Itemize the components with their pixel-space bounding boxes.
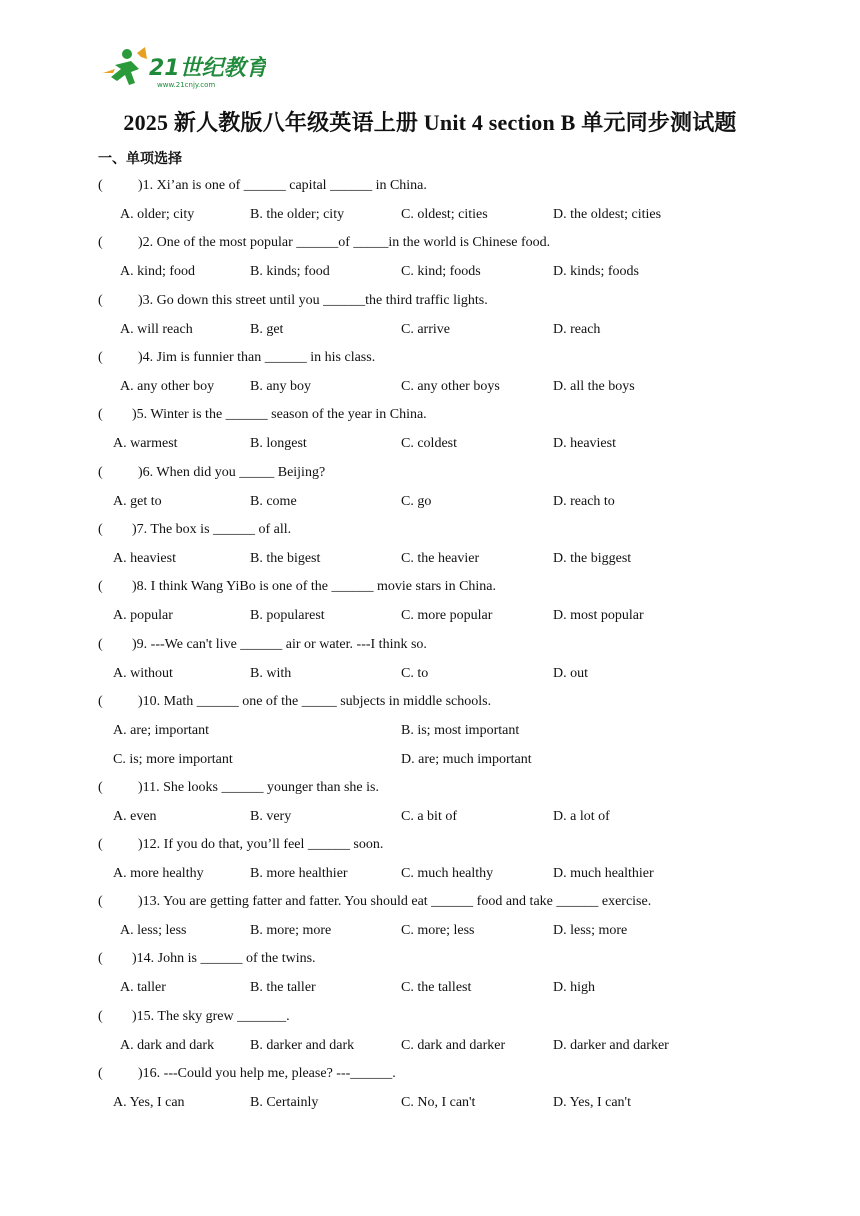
option-c[interactable]: C. coldest <box>401 436 457 451</box>
option-a[interactable]: A. any other boy <box>120 379 215 394</box>
question-13 <box>98 893 798 911</box>
option-d[interactable]: D. darker and darker <box>553 1038 669 1053</box>
answer-blank-open[interactable]: ( <box>98 293 103 308</box>
option-a[interactable]: A. Yes, I can <box>113 1095 185 1110</box>
option-c[interactable]: C. the heavier <box>401 551 480 566</box>
question-text: )3. Go down this street until you ______the third traffic lights. <box>138 293 488 308</box>
question-text: )5. Winter is the ______ season of the year in China. <box>132 407 427 422</box>
option-b[interactable]: B. longest <box>250 436 307 451</box>
option-a[interactable]: A. taller <box>120 980 166 995</box>
answer-blank-open[interactable]: ( <box>98 780 103 795</box>
option-b[interactable]: B. is; most important <box>401 723 520 738</box>
option-c[interactable]: C. more popular <box>401 608 493 623</box>
option-b[interactable]: B. the bigest <box>250 551 321 566</box>
option-d[interactable]: D. the oldest; cities <box>553 207 662 222</box>
option-c[interactable]: C. a bit of <box>401 809 457 824</box>
question-4 <box>98 349 798 367</box>
answer-blank-open[interactable]: ( <box>98 637 103 652</box>
option-c[interactable]: C. to <box>401 666 429 681</box>
option-a[interactable]: A. heaviest <box>113 551 176 566</box>
question-1 <box>98 177 798 195</box>
answer-blank-open[interactable]: ( <box>98 1009 103 1024</box>
option-d[interactable]: D. all the boys <box>553 379 635 394</box>
option-b[interactable]: B. more; more <box>250 923 332 938</box>
logo-text: 21世纪教育 <box>149 56 266 81</box>
option-d[interactable]: D. the biggest <box>553 551 632 566</box>
question-text: )15. The sky grew _______. <box>132 1009 290 1024</box>
question-10 <box>98 693 798 711</box>
option-b[interactable]: B. darker and dark <box>250 1038 355 1053</box>
answer-blank-open[interactable]: ( <box>98 837 103 852</box>
option-a[interactable]: A. will reach <box>120 322 193 337</box>
option-d[interactable]: D. heaviest <box>553 436 616 451</box>
answer-blank-open[interactable]: ( <box>98 694 103 709</box>
option-a[interactable]: A. warmest <box>113 436 178 451</box>
option-d[interactable]: D. much healthier <box>553 866 654 881</box>
question-text: )13. You are getting fatter and fatter. You should eat ______ food and take ______ exercise. <box>138 894 652 909</box>
option-b[interactable]: B. kinds; food <box>250 264 330 279</box>
option-d[interactable]: D. most popular <box>553 608 644 623</box>
option-b[interactable]: B. very <box>250 809 292 824</box>
question-text: )4. Jim is funnier than ______ in his class. <box>138 350 376 365</box>
option-d[interactable]: D. reach to <box>553 494 615 509</box>
option-d[interactable]: D. high <box>553 980 595 995</box>
option-a[interactable]: A. kind; food <box>120 264 196 279</box>
question-text: )8. I think Wang YiBo is one of the ______ movie stars in China. <box>132 579 497 594</box>
option-b[interactable]: B. Certainly <box>250 1095 319 1110</box>
option-a[interactable]: A. older; city <box>120 207 195 222</box>
option-d[interactable]: D. are; much important <box>401 752 532 767</box>
question-2 <box>98 234 798 252</box>
question-text: )7. The box is ______ of all. <box>132 522 292 537</box>
question-8 <box>98 578 798 596</box>
option-a[interactable]: A. get to <box>113 494 162 509</box>
question-text: )14. John is ______ of the twins. <box>132 951 316 966</box>
option-c[interactable]: C. kind; foods <box>401 264 481 279</box>
option-d[interactable]: D. Yes, I can't <box>553 1095 631 1110</box>
option-b[interactable]: B. popularest <box>250 608 325 623</box>
option-c[interactable]: C. go <box>401 494 432 509</box>
option-b[interactable]: B. get <box>250 322 284 337</box>
answer-blank-open[interactable]: ( <box>98 407 103 422</box>
option-c[interactable]: C. more; less <box>401 923 475 938</box>
question-3 <box>98 292 798 310</box>
option-b[interactable]: B. the older; city <box>250 207 345 222</box>
option-b[interactable]: B. with <box>250 666 292 681</box>
option-d[interactable]: D. less; more <box>553 923 628 938</box>
question-text: )11. She looks ______ younger than she is. <box>138 780 379 795</box>
question-text: )12. If you do that, you’ll feel ______ soon. <box>138 837 384 852</box>
answer-blank-open[interactable]: ( <box>98 235 103 250</box>
option-b[interactable]: B. come <box>250 494 297 509</box>
question-text: )16. ---Could you help me, please? ---______. <box>138 1066 396 1081</box>
page-title: 2025 新人教版八年级英语上册 Unit 4 section B 单元同步测试题 <box>123 110 737 135</box>
answer-blank-open[interactable]: ( <box>98 465 103 480</box>
option-c[interactable]: C. is; more important <box>113 752 233 767</box>
option-a[interactable]: A. more healthy <box>113 866 204 881</box>
logo <box>101 45 266 91</box>
question-9 <box>98 636 798 654</box>
option-a[interactable]: A. even <box>113 809 157 824</box>
option-a[interactable]: A. less; less <box>120 923 187 938</box>
option-c[interactable]: C. dark and darker <box>401 1038 506 1053</box>
option-a[interactable]: A. are; important <box>113 723 210 738</box>
option-c[interactable]: C. arrive <box>401 322 450 337</box>
option-a[interactable]: A. popular <box>113 608 173 623</box>
answer-blank-open[interactable]: ( <box>98 894 103 909</box>
question-12 <box>98 836 798 854</box>
option-c[interactable]: C. much healthy <box>401 866 494 881</box>
question-15 <box>98 1008 798 1026</box>
option-a[interactable]: A. without <box>113 666 173 681</box>
answer-blank-open[interactable]: ( <box>98 522 103 537</box>
answer-blank-open[interactable]: ( <box>98 350 103 365</box>
question-11 <box>98 779 798 797</box>
question-text: )9. ---We can't live ______ air or water. ---I think so. <box>132 637 427 652</box>
answer-blank-open[interactable]: ( <box>98 579 103 594</box>
answer-blank-open[interactable]: ( <box>98 951 103 966</box>
question-7 <box>98 521 798 539</box>
option-c[interactable]: C. oldest; cities <box>401 207 488 222</box>
question-text: )2. One of the most popular ______of _____in the world is Chinese food. <box>138 235 551 250</box>
question-text: )10. Math ______ one of the _____ subjects in middle schools. <box>138 694 492 709</box>
answer-blank-open[interactable]: ( <box>98 1066 103 1081</box>
option-c[interactable]: C. No, I can't <box>401 1095 476 1110</box>
question-text: )6. When did you _____ Beijing? <box>138 465 326 480</box>
section-heading: 一、单项选择 <box>98 151 182 167</box>
option-b[interactable]: B. the taller <box>250 980 316 995</box>
option-d[interactable]: D. reach <box>553 322 601 337</box>
question-16 <box>98 1065 798 1083</box>
logo-runner-icon <box>101 45 266 91</box>
question-6 <box>98 464 798 482</box>
option-d[interactable]: D. kinds; foods <box>553 264 639 279</box>
answer-blank-open[interactable]: ( <box>98 178 103 193</box>
option-d[interactable]: D. out <box>553 666 588 681</box>
question-text: )1. Xi’an is one of ______ capital ______ in China. <box>138 178 427 193</box>
logo-subtext: www.21cnjy.com <box>157 81 216 89</box>
question-14 <box>98 950 798 968</box>
option-b[interactable]: B. any boy <box>250 379 312 394</box>
option-a[interactable]: A. dark and dark <box>120 1038 215 1053</box>
option-c[interactable]: C. any other boys <box>401 379 500 394</box>
option-b[interactable]: B. more healthier <box>250 866 348 881</box>
option-d[interactable]: D. a lot of <box>553 809 610 824</box>
question-5 <box>98 406 798 424</box>
option-c[interactable]: C. the tallest <box>401 980 472 995</box>
